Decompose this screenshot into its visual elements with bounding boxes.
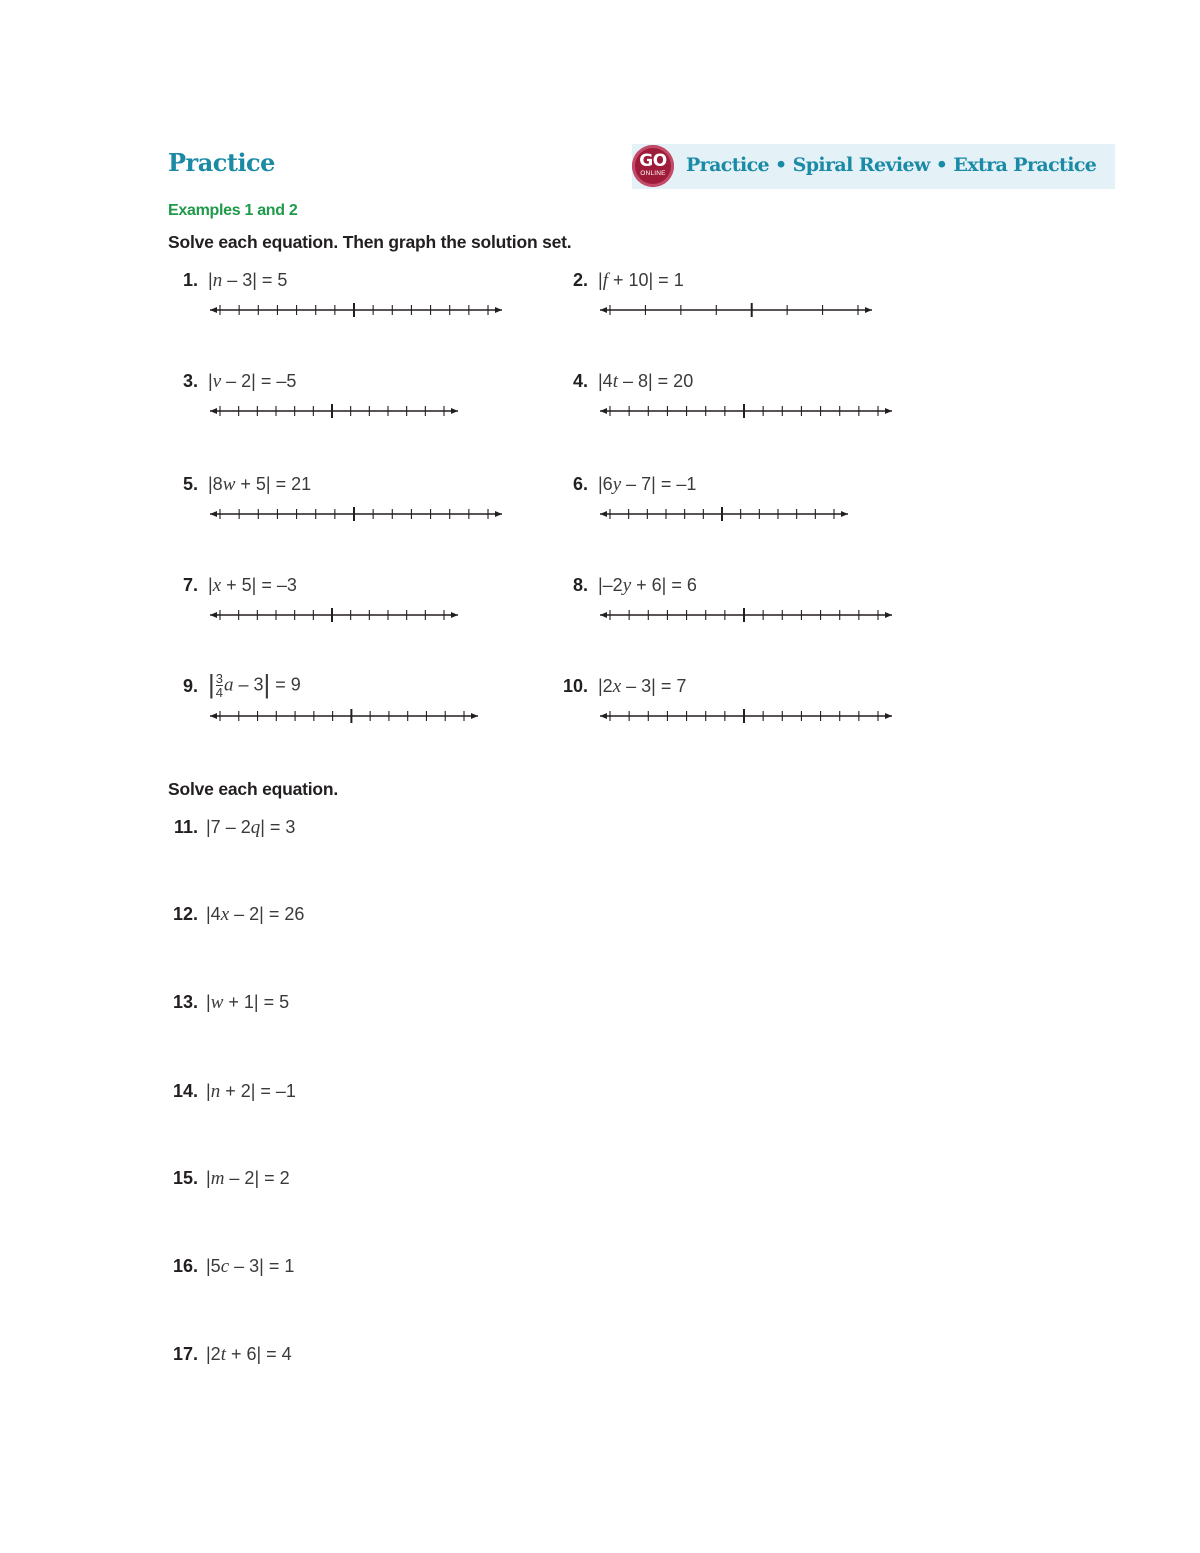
arrow-left-icon <box>210 612 217 618</box>
number-line-4[interactable] <box>600 403 900 419</box>
arrow-left-icon <box>210 713 217 719</box>
problem-number: 9. <box>182 676 198 696</box>
go-online-icon[interactable] <box>632 145 674 187</box>
problem-number: 12. <box>172 904 198 924</box>
section1-instruction: Solve each equation. Then graph the solution set. <box>168 232 572 252</box>
number-line-10[interactable] <box>600 708 900 724</box>
arrow-right-icon <box>495 307 502 313</box>
number-line-1[interactable] <box>210 302 510 318</box>
arrow-right-icon <box>841 511 848 517</box>
arrow-left-icon <box>210 307 217 313</box>
section2-instruction: Solve each equation. <box>168 779 339 799</box>
arrow-left-icon <box>210 408 217 414</box>
problem-number: 15. <box>172 1168 198 1188</box>
arrow-right-icon <box>885 713 892 719</box>
online-badge-label: ONLINE <box>640 170 666 177</box>
problem-number: 6. <box>572 474 588 494</box>
arrow-left-icon <box>600 713 607 719</box>
arrow-left-icon <box>600 307 607 313</box>
arrow-right-icon <box>865 307 872 313</box>
problem-number: 10. <box>562 676 588 696</box>
banner-links[interactable]: Practice • Spiral Review • Extra Practice <box>686 154 1097 176</box>
arrow-left-icon <box>600 511 607 517</box>
arrow-right-icon <box>471 713 478 719</box>
problem-number: 1. <box>182 270 198 290</box>
problem-number: 2. <box>572 270 588 290</box>
problem-number: 8. <box>572 575 588 595</box>
problem-number: 3. <box>182 371 198 391</box>
arrow-right-icon <box>495 511 502 517</box>
examples-label: Examples 1 and 2 <box>168 202 298 219</box>
number-line-5[interactable] <box>210 506 510 522</box>
problem-number: 4. <box>572 371 588 391</box>
problem-number: 13. <box>172 992 198 1012</box>
arrow-right-icon <box>885 612 892 618</box>
number-line-2[interactable] <box>600 302 880 318</box>
arrow-right-icon <box>451 408 458 414</box>
problem-number: 16. <box>172 1256 198 1276</box>
arrow-left-icon <box>600 408 607 414</box>
number-line-9[interactable] <box>210 708 486 724</box>
arrow-right-icon <box>451 612 458 618</box>
arrow-left-icon <box>210 511 217 517</box>
problem-number: 11. <box>173 817 198 837</box>
arrow-right-icon <box>885 408 892 414</box>
go-online-banner[interactable] <box>632 144 1115 189</box>
number-line-7[interactable] <box>210 607 466 623</box>
problem-number: 14. <box>172 1081 198 1101</box>
problem-number: 7. <box>182 575 198 595</box>
problem-number: 5. <box>182 474 198 494</box>
page-title: Practice <box>168 148 275 177</box>
number-line-3[interactable] <box>210 403 466 419</box>
problem-number: 17. <box>172 1344 198 1364</box>
go-badge-label: GO <box>639 151 667 171</box>
arrow-left-icon <box>600 612 607 618</box>
number-line-8[interactable] <box>600 607 900 623</box>
number-line-6[interactable] <box>600 506 856 522</box>
